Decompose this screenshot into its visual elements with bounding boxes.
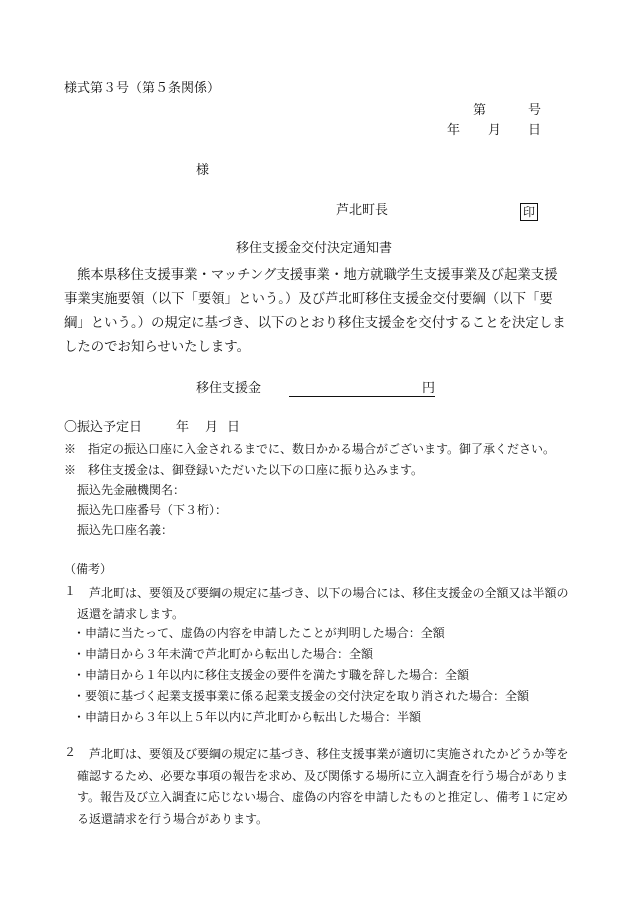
bank-name-field: 振込先金融機関名：	[77, 483, 186, 497]
date-day: 日	[528, 123, 542, 138]
remark-number: １	[64, 584, 77, 598]
remark-bullet: ・申請日から１年以内に移住支援金の要件を満たす職を辞した場合：全額	[73, 668, 470, 682]
remark-number: ２	[64, 745, 77, 759]
transfer-day: 日	[227, 420, 241, 435]
account-number-field: 振込先口座番号（下３桁）：	[77, 503, 228, 517]
amount-underline	[289, 396, 435, 397]
remark-item-2: 芦北町は、要領及び要綱の規定に基づき、移住支援事業が適切に実施されたかどうか等を確認するため、必要な事項の報告を求め、及び関係する場所に立入調査を行う場合があります。報告及び立入調査に応じない場合、虚偽の内容を申請したものと推定し、備考１に定める返還請求を行う場合があります。	[77, 747, 569, 826]
remark-bullet: ・申請に当たって、虚偽の内容を申請したことが判明した場合：全額	[73, 626, 445, 640]
transfer-schedule-label: 〇振込予定日	[64, 420, 143, 435]
remark-bullet: ・申請日から３年未満で芦北町から転出した場合：全額	[73, 647, 374, 661]
number-suffix: 号	[528, 103, 542, 118]
body-paragraph: 熊本県移住支援事業・マッチング支援事業・地方就職学生支援事業及び起業支援事業実施要領（以下「要領」という。）及び芦北町移住支援金交付要綱（以下「要綱」という。）の規定に基づき、以下のとおり移住支援金を交付することを決定しましたのでお知らせいたします。	[64, 268, 566, 355]
remark-bullet: ・申請日から３年以上５年以内に芦北町から転出した場合：半額	[73, 710, 422, 724]
remark-item-1: 芦北町は、要領及び要綱の規定に基づき、以下の場合には、移住支援金の全額又は半額の返還を請求します。	[77, 586, 569, 621]
date-year: 年	[447, 123, 461, 138]
issuer: 芦北町長	[336, 203, 389, 218]
number-label: 第	[473, 103, 487, 118]
amount-label: 移住支援金	[196, 381, 262, 396]
form-id: 様式第３号（第５条関係）	[64, 81, 221, 96]
amount-unit: 円	[422, 381, 436, 396]
seal-stamp-box: 印	[520, 203, 538, 221]
addressee-suffix: 様	[196, 163, 210, 178]
transfer-note: ※ 指定の振込口座に入金されるまでに、数日かかる場合がございます。御了承ください。	[64, 442, 556, 456]
transfer-note: ※ 移住支援金は、御登録いただいた以下の口座に振り込みます。	[64, 463, 424, 477]
remarks-heading: （備考）	[64, 562, 113, 576]
remark-bullet: ・要領に基づく起業支援事業に係る起業支援金の交付決定を取り消された場合：全額	[73, 689, 530, 703]
date-month: 月	[488, 123, 502, 138]
transfer-month: 月	[205, 420, 219, 435]
document-title: 移住支援金交付決定通知書	[236, 241, 393, 256]
transfer-year: 年	[176, 420, 190, 435]
account-holder-field: 振込先口座名義：	[77, 523, 174, 537]
